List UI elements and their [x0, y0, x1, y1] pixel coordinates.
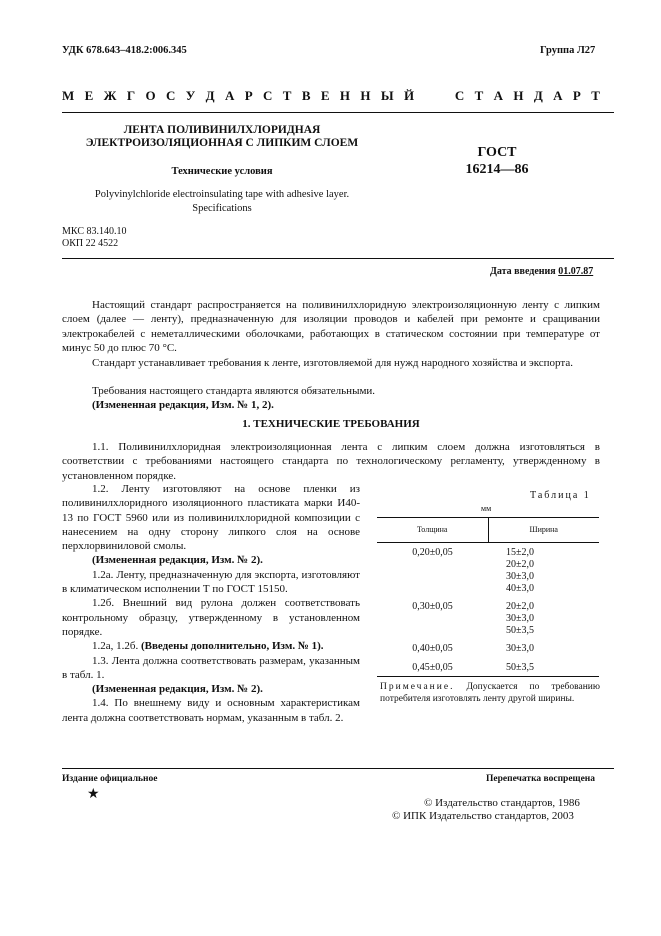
width-cell [488, 643, 599, 656]
classification-codes [62, 226, 126, 250]
english-title-line-2: Specifications [192, 202, 252, 214]
table-1-header [377, 517, 599, 543]
clause-1-1: 1.1. Поливинилхлоридная электроизоляционная лента с липким слоем должна изготовляться в соответствии с требованиями настоящего стандарта по технологическому регламенту, утвержденному в установленном порядке. [62, 441, 600, 482]
thickness-cell: 0,45±0,05 [412, 661, 453, 673]
banner-letter-word1: С [166, 88, 176, 103]
width-cell [488, 662, 599, 675]
group-code: Группа Л27 [540, 45, 596, 56]
banner-letter-word1: Т [282, 88, 292, 103]
table-row [377, 547, 599, 595]
width-cell [488, 547, 599, 595]
intro-date-value: 01.07.87 [558, 266, 594, 277]
clause-1-3-amendment: (Измененная редакция, Изм. № 2). [92, 683, 263, 696]
banner-letter-word1: М [62, 88, 75, 103]
banner-letter-word1: Е [84, 88, 94, 103]
table-1-note [380, 681, 600, 706]
clause-1-2ab-prefix: 1.2а, 1.2б. [92, 640, 139, 653]
banner-gap [424, 88, 444, 104]
intro-paragraph-3: Требования настоящего стандарта являются обязательными. [92, 385, 376, 397]
left-column [62, 482, 360, 725]
banner-letter-word1: Г [126, 88, 136, 103]
banner-letter-word2: Т [591, 88, 600, 103]
title-line-2: ЭЛЕКТРОИЗОЛЯЦИОННАЯ С ЛИПКИМ СЛОЕМ [85, 137, 359, 150]
clause-1-2ab-amendment: (Введены дополнительно, Изм. № 1). [140, 640, 324, 653]
banner-letter-word2: А [493, 88, 503, 103]
width-value: 30±3,0 [506, 571, 534, 582]
star-icon: ★ [87, 787, 100, 802]
banner-letter-word2: Д [533, 88, 543, 103]
banner-letter-word1: Й [403, 88, 415, 103]
thickness-cell: 0,20±0,05 [412, 547, 453, 558]
thickness-cell: 0,30±0,05 [412, 601, 453, 612]
copyright-2003: © ИПК Издательство стандартов, 2003 [392, 810, 574, 822]
official-edition: Издание официальное [62, 774, 158, 784]
banner-letter-word1: Р [244, 88, 253, 103]
banner-letter-word1: Н [339, 88, 351, 103]
banner-letter-word2: Т [474, 88, 484, 103]
clause-1-4: 1.4. По внешнему виду и основным характеристикам лента должна соответствовать нормам, указанным в табл. 2. [62, 697, 360, 724]
banner-letter-word2: С [454, 88, 465, 103]
width-value: 50±3,5 [506, 625, 534, 636]
english-title-line-1: Polyvinylchloride electroinsulating tape with adhesive layer. [94, 189, 350, 200]
standard-banner [62, 88, 600, 104]
column-header-thickness: Толщина [377, 518, 489, 542]
table-1-unit: мм [481, 504, 492, 513]
thickness-cell: 0,40±0,05 [412, 643, 453, 654]
banner-letter-word1: С [263, 88, 273, 103]
section-1-heading: 1. ТЕХНИЧЕСКИЕ ТРЕБОВАНИЯ [242, 418, 420, 430]
table-1 [377, 517, 599, 677]
banner-letter-word2: А [553, 88, 563, 103]
column-header-width: Ширина [529, 525, 558, 534]
clause-1-2: 1.2. Ленту изготовляют на основе пленки из поливинилхлоридного изоляционного пластиката марки И40-13 по ГОСТ 5960 или из поливинилхлоридной композиции с нанесением на одну сторону липкого слоя на основе перхлорвиниловой смолы. [62, 483, 360, 553]
reprint-prohibited: Перепечатка воспрещена [486, 774, 596, 784]
width-value: 15±2,0 [506, 547, 534, 558]
width-value: 40±3,0 [506, 583, 534, 594]
okp-code: ОКП 22 4522 [62, 238, 119, 249]
banner-letter-word2: Н [513, 88, 524, 103]
banner-letter-word1: Е [320, 88, 330, 103]
table-1-bottom-rule [377, 676, 599, 677]
top-rule [62, 112, 614, 113]
english-title [72, 188, 372, 215]
banner-letter-word1: А [224, 88, 235, 103]
width-value: 50±3,5 [506, 661, 534, 673]
width-value: 30±3,0 [506, 613, 534, 624]
width-value: 20±2,0 [506, 559, 534, 570]
mid-rule [62, 258, 614, 259]
document-title [72, 124, 372, 150]
width-cell [488, 601, 599, 637]
intro-amendment: (Измененная редакция, Изм. № 1, 2). [92, 399, 274, 411]
banner-letter-word2: Р [572, 88, 581, 103]
clause-1-2b: 1.2б. Внешний вид рулона должен соответствовать контрольному образцу, утвержденному в установленном порядке. [62, 597, 360, 638]
title-line-1: ЛЕНТА ПОЛИВИНИЛХЛОРИДНАЯ [123, 124, 321, 136]
document-subtitle: Технические условия [171, 166, 273, 177]
banner-letter-word1: Ы [380, 88, 394, 103]
introduction-date [490, 266, 593, 279]
banner-letter-word1: В [301, 88, 311, 103]
gost-code: 16214—86 [465, 161, 529, 177]
udk-code: УДК 678.643–418.2:006.345 [62, 45, 187, 56]
intro-paragraph-1: Настоящий стандарт распространяется на поливинилхлоридную электроизоляционную ленту с липким слоем (далее — ленту), предназначенную для изоляции проводов и кабелей при ремонте и сращивании электрокабелей с неметаллическими оболочками, работающих в статическом состоянии при температуре от минус 50 до плюс 70 °С. [62, 299, 600, 354]
footer-rule [62, 768, 614, 769]
copyright-1986: © Издательство стандартов, 1986 [424, 797, 580, 809]
table-row [377, 601, 599, 637]
note-label: Примечание. [380, 682, 455, 692]
banner-letter-word1: У [185, 88, 196, 103]
banner-letter-word1: О [145, 88, 156, 103]
width-value: 30±3,0 [506, 643, 534, 654]
clause-1-2-amendment: (Измененная редакция, Изм. № 2). [92, 554, 263, 567]
table-1-body [377, 547, 599, 674]
mks-code: МКС 83.140.10 [62, 226, 127, 237]
intro-paragraph-2: Стандарт устанавливает требования к ленте, изготовляемой для нужд народного хозяйства и экспорта. [92, 357, 573, 369]
gost-label: ГОСТ [477, 145, 517, 160]
table-1-caption: Таблица 1 [530, 490, 591, 501]
note-text: Допускается по требованию потребителя изготовлять ленту другой ширины. [380, 682, 600, 705]
gost-number [462, 145, 532, 179]
clause-1-2a: 1.2а. Ленту, предназначенную для экспорта, изготовляют в климатическом исполнении Т по ГОСТ 15150. [62, 568, 360, 596]
clause-1-2ab-note [62, 639, 360, 653]
table-row [377, 662, 599, 675]
table-row [377, 643, 599, 656]
clause-1-3: 1.3. Лента должна соответствовать размерам, указанным в табл. 1. [62, 654, 360, 681]
width-value: 20±2,0 [506, 601, 534, 612]
banner-letter-word1: Ж [103, 88, 117, 103]
banner-letter-word1: Д [205, 88, 215, 103]
intro-date-label: Дата введения [490, 266, 556, 277]
banner-letter-word1: Н [360, 88, 371, 103]
